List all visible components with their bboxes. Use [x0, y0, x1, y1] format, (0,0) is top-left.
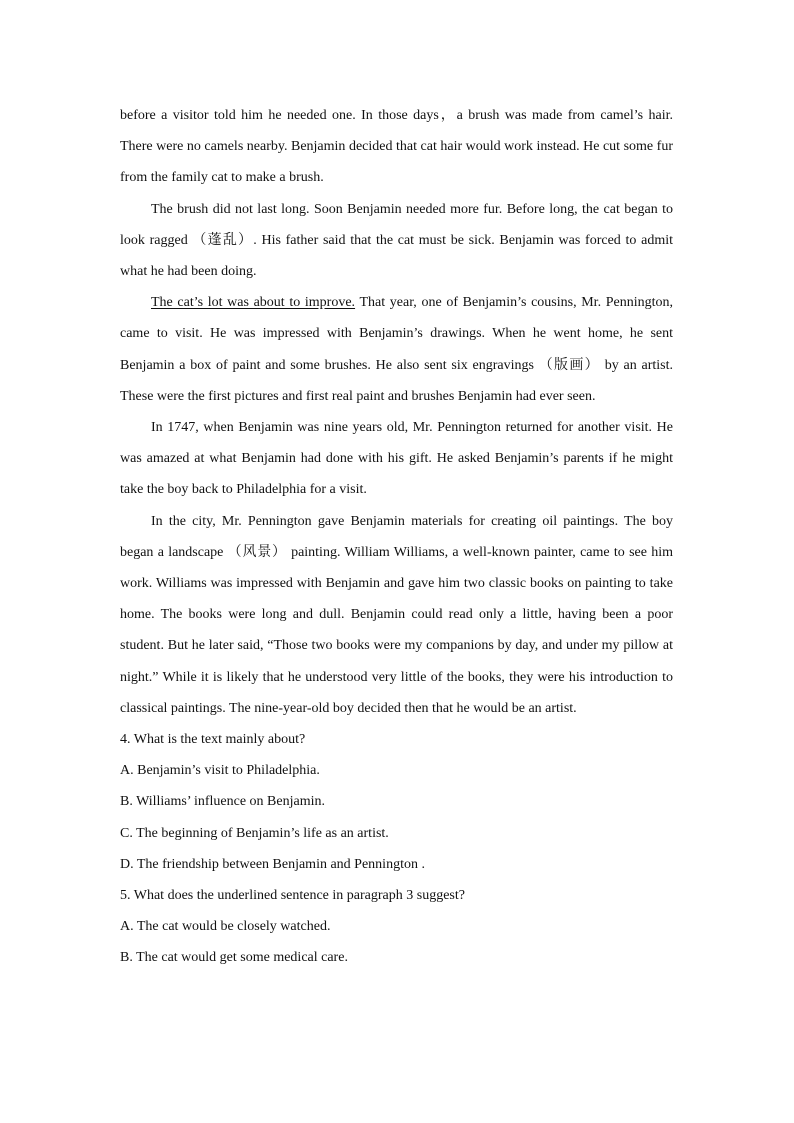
question-4-stem: 4. What is the text mainly about? [120, 732, 306, 748]
paragraph-3-text: That year, one of Benjamin’s cousins, Mr. Pennington, came to visit. He was impressed with Benjamin’s drawings. When he went home, he sent Benjamin a box of paint and some brushes. He also sent six engravings （版画） by an artist. These were the first pictures and first real paint and brushes Benjamin had ever seen. [120, 295, 674, 404]
paragraph-2 [120, 194, 673, 288]
underlined-sentence: The cat’s lot was about to improve. [151, 295, 356, 311]
question-4-option-b: B. Williams’ influence on Benjamin. [120, 794, 325, 810]
paragraph-3 [120, 287, 673, 412]
question-4 [120, 724, 673, 880]
question-5-stem: 5. What does the underlined sentence in paragraph 3 suggest? [120, 888, 465, 904]
question-4-option-a: A. Benjamin’s visit to Philadelphia. [120, 763, 320, 779]
question-5-option-a: A. The cat would be closely watched. [120, 919, 331, 935]
paragraph-1 [120, 100, 673, 194]
question-5 [120, 880, 673, 974]
question-5-option-b: B. The cat would get some medical care. [120, 950, 348, 966]
paragraph-1-text: before a visitor told him he needed one. In those days，a brush was made from camel’s hair. There were no camels nearby. Benjamin decided that cat hair would work instead. He cut some fur from the family cat to make a brush. [120, 108, 673, 186]
question-4-option-c: C. The beginning of Benjamin’s life as an artist. [120, 825, 389, 841]
question-4-option-d: D. The friendship between Benjamin and Pennington . [120, 856, 425, 872]
paragraph-5-text: In the city, Mr. Pennington gave Benjamin materials for creating oil paintings. The boy began a landscape （风景） painting. William Williams, a well-known painter, came to see him work. Williams was impressed with Benjamin and gave him two classic books on painting to take home. The books were long and dull. Benjamin could read only a little, having been a poor student. But he later said, “Those two books were my companions by day, and under my pillow at night.” While it is likely that he understood very little of the books, they were his introduction to classical paintings. The nine-year-old boy decided then that he would be an artist. [120, 513, 673, 716]
paragraph-4-text: In 1747, when Benjamin was nine years old, Mr. Pennington returned for another visit. He was amazed at what Benjamin had done with his gift. He asked Benjamin’s parents if he might take the boy back to Philadelphia for a visit. [120, 420, 673, 498]
paragraph-5 [120, 506, 673, 724]
paragraph-4 [120, 412, 673, 506]
document-page [120, 100, 673, 974]
paragraph-2-text: The brush did not last long. Soon Benjamin needed more fur. Before long, the cat began to look ragged （蓬乱）. His father said that the cat must be sick. Benjamin was forced to admit what he had been doing. [120, 201, 673, 280]
